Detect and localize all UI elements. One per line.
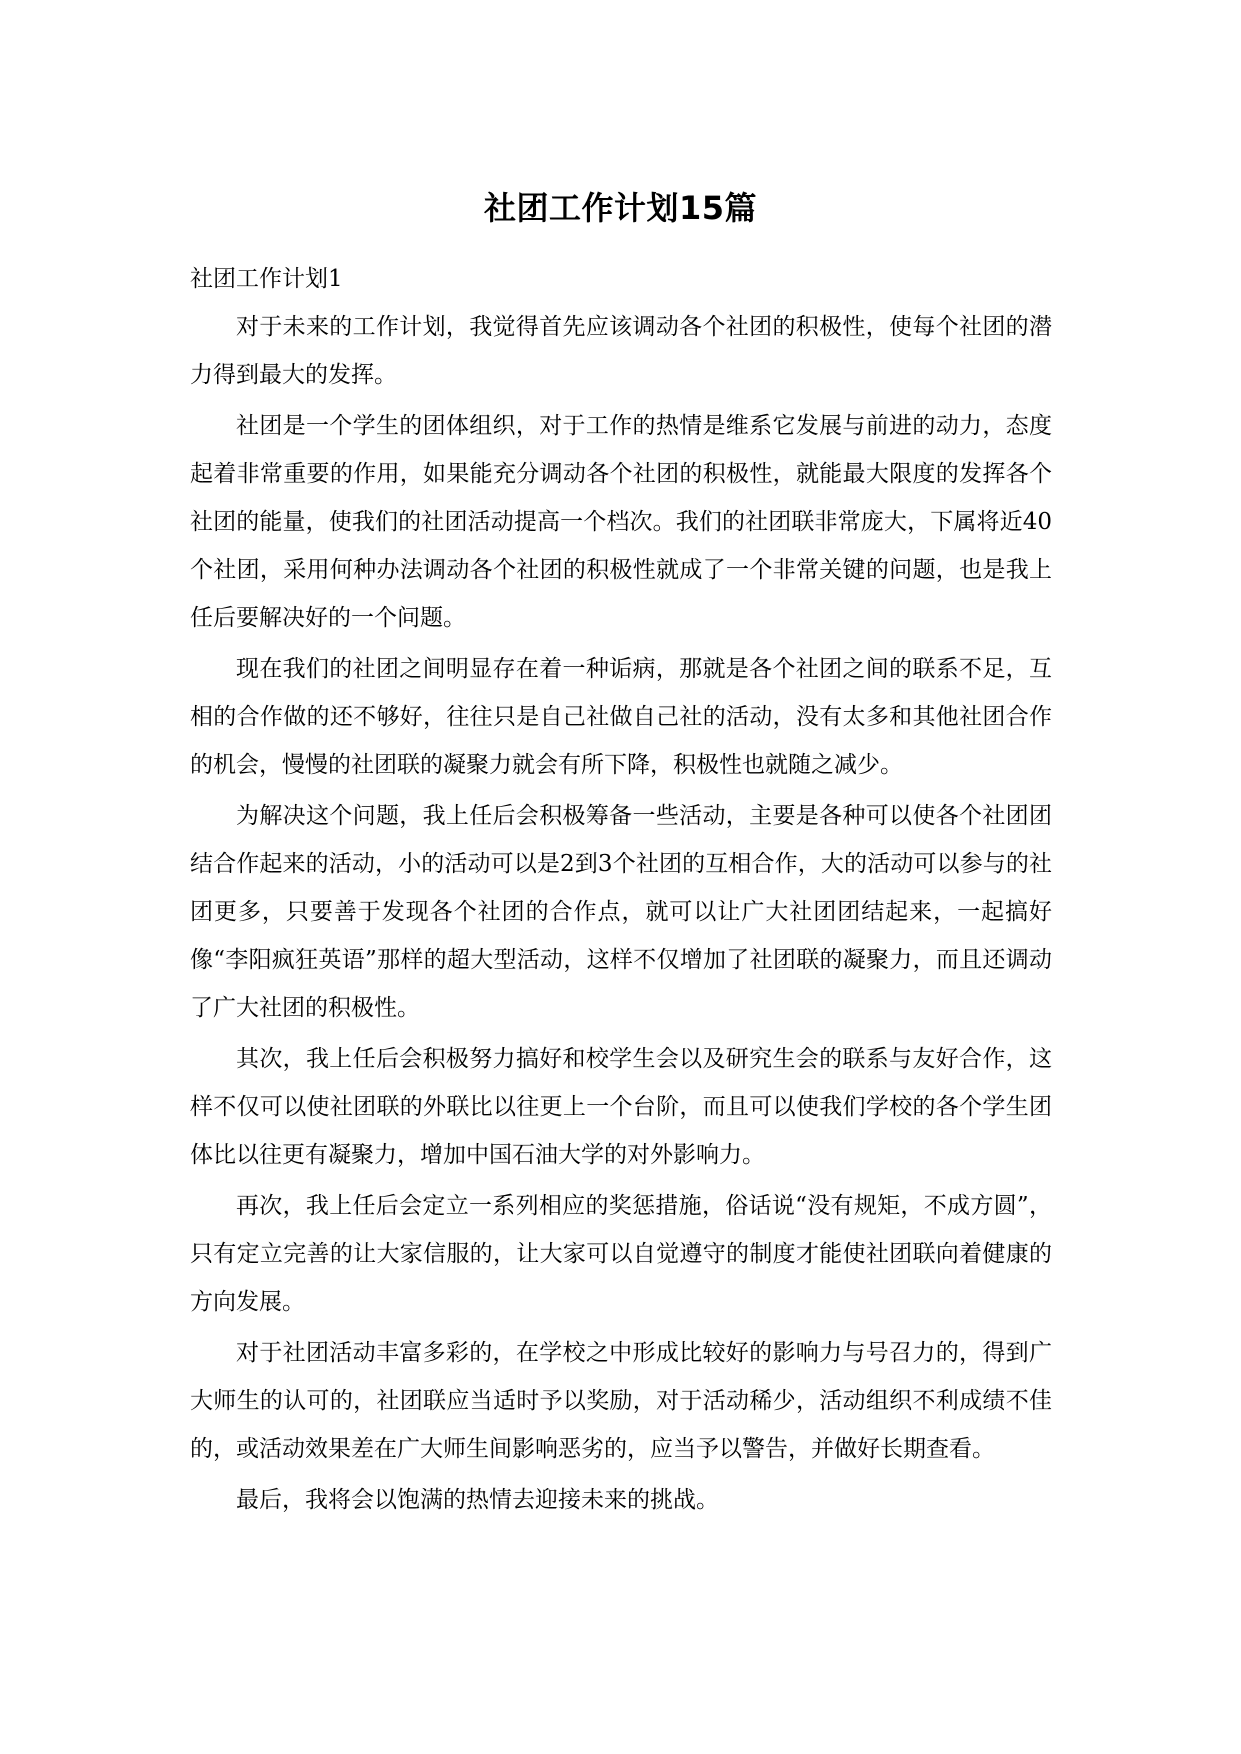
paragraph-8: 最后，我将会以饱满的热情去迎接未来的挑战。: [236, 1487, 719, 1513]
document-body: [190, 255, 1052, 1527]
paragraph-1: 对于未来的工作计划，我觉得首先应该调动各个社团的积极性，使每个社团的潜力得到最大的发挥。: [190, 314, 1052, 388]
document-title: 社团工作计划15篇: [483, 189, 758, 227]
paragraph-2: 社团是一个学生的团体组织，对于工作的热情是维系它发展与前进的动力，态度起着非常重要的作用，如果能充分调动各个社团的积极性，就能最大限度的发挥各个社团的能量，使我们的社团活动提高一个档次。我们的社团联非常庞大，下属将近40个社团，采用何种办法调动各个社团的积极性就成了一个非常关键的问题，也是我上任后要解决好的一个问题。: [190, 413, 1052, 631]
paragraph-6: 再次，我上任后会定立一系列相应的奖惩措施，俗话说“没有规矩，不成方圆”，只有定立完善的让大家信服的，让大家可以自觉遵守的制度才能使社团联向着健康的方向发展。: [190, 1193, 1052, 1315]
paragraph-7: 对于社团活动丰富多彩的，在学校之中形成比较好的影响力与号召力的，得到广大师生的认可的，社团联应当适时予以奖励，对于活动稀少，活动组织不利成绩不佳的，或活动效果差在广大师生间影响恶劣的，应当予以警告，并做好长期查看。: [190, 1340, 1052, 1462]
paragraph-5: 其次，我上任后会积极努力搞好和校学生会以及研究生会的联系与友好合作，这样不仅可以使社团联的外联比以往更上一个台阶，而且可以使我们学校的各个学生团体比以往更有凝聚力，增加中国石油大学的对外影响力。: [190, 1046, 1052, 1168]
section-title: 社团工作计划1: [190, 266, 343, 292]
paragraph-3: 现在我们的社团之间明显存在着一种诟病，那就是各个社团之间的联系不足，互相的合作做的还不够好，往往只是自己社做自己社的活动，没有太多和其他社团合作的机会，慢慢的社团联的凝聚力就会有所下降，积极性也就随之减少。: [190, 656, 1052, 778]
paragraph-4: 为解决这个问题，我上任后会积极筹备一些活动，主要是各种可以使各个社团团结合作起来的活动，小的活动可以是2到3个社团的互相合作，大的活动可以参与的社团更多，只要善于发现各个社团的合作点，就可以让广大社团团结起来，一起搞好像“李阳疯狂英语”那样的超大型活动，这样不仅增加了社团联的凝聚力，而且还调动了广大社团的积极性。: [190, 803, 1052, 1021]
